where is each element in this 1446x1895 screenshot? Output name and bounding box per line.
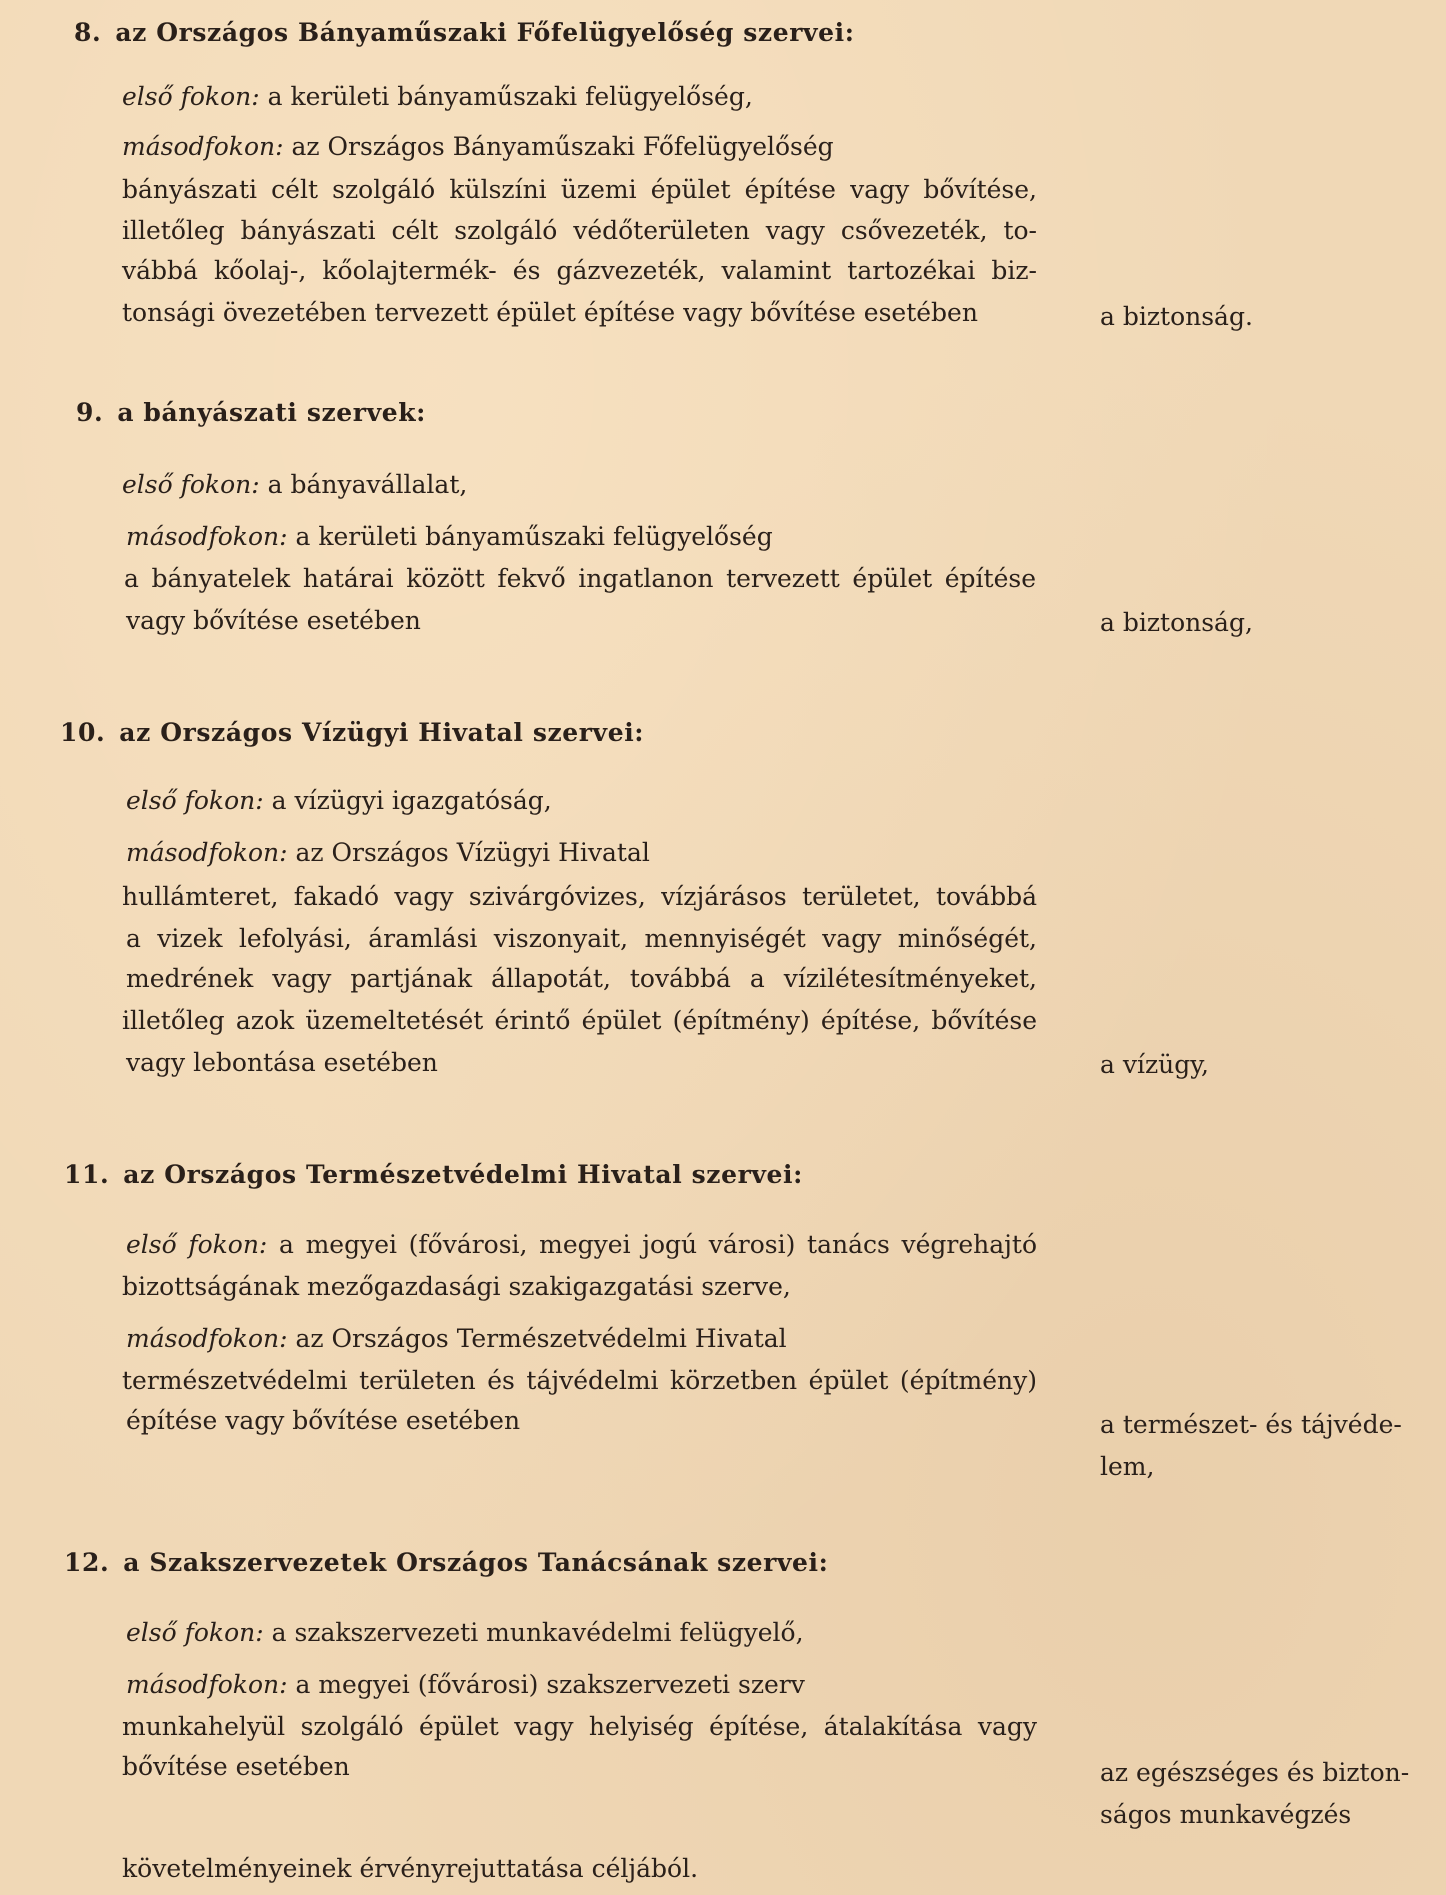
body-line: illetőleg bányászati célt szolgáló védőterületen vagy csővezeték, to- [122,216,1037,245]
body-line: bányászati célt szolgáló külszíni üzemi épület építése vagy bővítése, [122,175,1037,204]
first-instance-label: első fokon: [126,1618,264,1647]
body-line: hullámteret, fakadó vagy szivárgóvizes, vízjárásos területet, továbbá [122,882,1037,911]
first-instance-text: a szakszervezeti munkavédelmi felügyelő, [271,1618,804,1647]
section-number: 8. [74,18,102,47]
section-title: az Országos Bányaműszaki Főfelügyelőség szervei: [115,18,855,47]
first-instance-text-cont: bizottságának mezőgazdasági szakigazgatási szerve, [122,1272,791,1301]
body-line: a bányatelek határai között fekvő ingatlanon tervezett épület építése [124,564,1036,593]
protected-interest: a biztonság, [1100,608,1253,637]
body-line: a vizek lefolyási, áramlási viszonyait, mennyiségét vagy minőségét, [126,924,1037,953]
section-title: a Szakszervezetek Országos Tanácsának szervei: [123,1548,829,1577]
second-instance-line [126,1672,805,1697]
first-instance-label: első fokon: [122,470,260,499]
second-instance-line [126,524,773,549]
body-line: medrének vagy partjának állapotát, továbbá a vízilétesítményeket, [126,964,1037,993]
section-heading [64,1160,803,1189]
first-instance-label: első fokon: [126,786,264,815]
first-instance-label: első fokon: [126,1230,268,1259]
closing-line: követelményeinek érvényrejuttatása céljából. [122,1854,699,1883]
second-instance-text: az Országos Bányaműszaki Főfelügyelőség [291,132,834,161]
second-instance-line [126,840,650,865]
first-instance-line [126,1232,1037,1257]
protected-interest: az egészséges és bizton- [1100,1758,1410,1787]
body-line: vagy bővítése esetében [126,606,421,635]
second-instance-line [122,134,834,159]
section-number: 10. [60,718,106,747]
second-instance-text: a megyei (fővárosi) szakszervezeti szerv [295,1670,805,1699]
second-instance-text: a kerületi bányaműszaki felügyelőség [295,522,773,551]
first-instance-line [122,472,467,497]
second-instance-text: az Országos Vízügyi Hivatal [295,838,650,867]
protected-interest-cont: lem, [1100,1452,1155,1481]
protected-interest: a biztonság. [1100,302,1253,331]
section-number: 12. [64,1548,110,1577]
first-instance-text: a megyei (fővárosi, megyei jogú városi) tanács végrehajtó [279,1230,1037,1259]
protected-interest-cont: ságos munkavégzés [1100,1800,1352,1829]
section-heading [74,18,855,47]
body-line: építése vagy bővítése esetében [126,1406,521,1435]
section-number: 9. [76,398,104,427]
first-instance-label: első fokon: [122,82,260,111]
second-instance-label: másodfokon: [126,1324,288,1353]
second-instance-label: másodfokon: [122,132,284,161]
body-line: tonsági övezetében tervezett épület építése vagy bővítése esetében [122,298,978,327]
section-title: az Országos Természetvédelmi Hivatal szervei: [123,1160,803,1189]
first-instance-text: a vízügyi igazgatóság, [271,786,552,815]
second-instance-label: másodfokon: [126,1670,288,1699]
section-heading [64,1548,828,1577]
protected-interest: a vízügy, [1100,1050,1209,1079]
body-line: illetőleg azok üzemeltetését érintő épület (építmény) építése, bővítése [122,1006,1037,1035]
protected-interest: a természet- és tájvéde- [1100,1410,1402,1439]
body-line: munkahelyül szolgáló épület vagy helyiség építése, átalakítása vagy [122,1712,1037,1741]
body-line: bővítése esetében [122,1752,350,1781]
first-instance-text: a bányavállalat, [267,470,468,499]
section-heading [60,718,644,747]
first-instance-line [126,788,552,813]
second-instance-label: másodfokon: [126,838,288,867]
section-title: az Országos Vízügyi Hivatal szervei: [119,718,645,747]
body-line: vábbá kőolaj-, kőolajtermék- és gázvezeték, valamint tartozékai biz- [122,256,1037,285]
section-heading [76,398,426,427]
body-line: természetvédelmi területen és tájvédelmi körzetben épület (építmény) [122,1366,1037,1395]
first-instance-line [126,1620,804,1645]
first-instance-text: a kerületi bányaműszaki felügyelőség, [267,82,753,111]
second-instance-text: az Országos Természetvédelmi Hivatal [295,1324,787,1353]
second-instance-line [126,1326,787,1351]
section-number: 11. [64,1160,110,1189]
first-instance-line [122,84,753,109]
second-instance-label: másodfokon: [126,522,288,551]
body-line: vagy lebontása esetében [126,1048,438,1077]
section-title: a bányászati szervek: [117,398,426,427]
